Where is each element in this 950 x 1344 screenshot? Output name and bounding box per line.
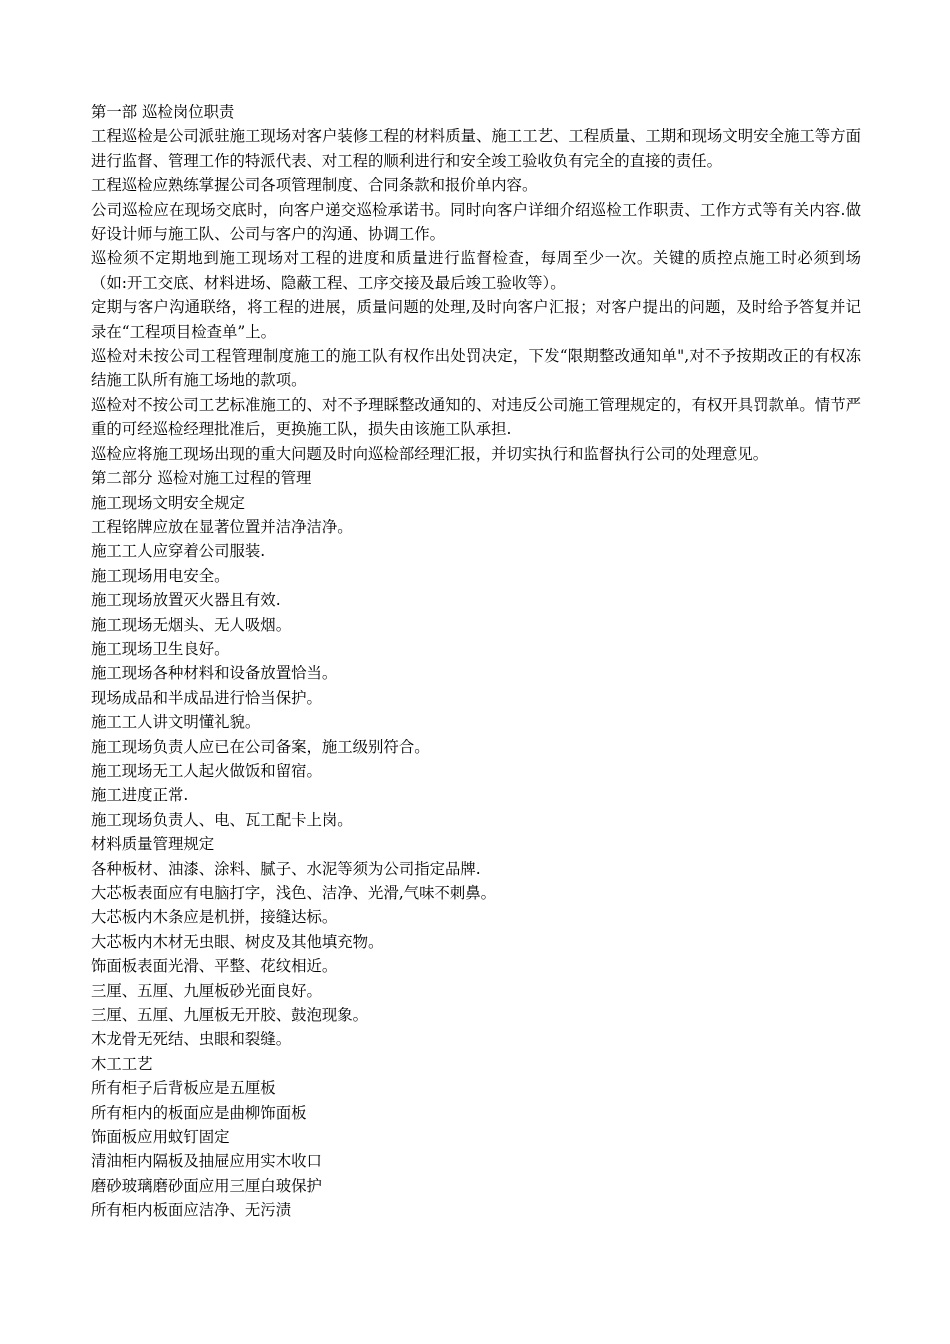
paragraph: 大芯板表面应有电脑打字，浅色、洁净、光滑,气味不刺鼻。 xyxy=(91,884,497,902)
paragraph: 三厘、五厘、九厘板砂光面良好。 xyxy=(91,981,322,1000)
paragraph: 饰面板表面光滑、平整、花纹相近。 xyxy=(91,957,338,976)
paragraph: 施工现场用电安全。 xyxy=(91,566,230,585)
paragraph: 施工现场无工人起火做饭和留宿。 xyxy=(91,761,322,780)
paragraph: 施工工人应穿着公司服装. xyxy=(91,542,266,561)
paragraph: 巡检对未按公司工程管理制度施工的施工队有权作出处罚决定，下发“限期整改通知单",对不予按期改正的有权冻结施工队所有施工场地的款项。 xyxy=(91,347,861,390)
paragraph: 施工现场各种材料和设备放置恰当。 xyxy=(91,664,338,683)
paragraph: 工程巡检应熟练掌握公司各项管理制度、合同条款和报价单内容。 xyxy=(91,176,538,195)
paragraph: 所有柜内的板面应是曲柳饰面板 xyxy=(91,1103,307,1122)
paragraph: 施工进度正常. xyxy=(91,786,189,805)
paragraph: 定期与客户沟通联络，将工程的进展，质量问题的处理,及时向客户汇报；对客户提出的问题，及时给予答复并记录在“工程项目检查单”上。 xyxy=(91,298,861,341)
paragraph: 巡检须不定期地到施工现场对工程的进度和质量进行监督检查，每周至少一次。关键的质控点施工时必须到场（如:开工交底、材料进场、隐蔽工程、工序交接及最后竣工验收等）。 xyxy=(91,249,861,292)
paragraph: 第二部分 巡检对施工过程的管理 xyxy=(91,469,312,488)
paragraph: 施工现场无烟头、无人吸烟。 xyxy=(91,615,292,634)
paragraph: 工程巡检是公司派驻施工现场对客户装修工程的材料质量、施工工艺、工程质量、工期和现场文明安全施工等方面进行监督、管理工作的特派代表、对工程的顺利进行和安全竣工验收负有完全的直接的责任。 xyxy=(91,127,861,170)
paragraph: 所有柜子后背板应是五厘板 xyxy=(91,1079,276,1098)
document-body xyxy=(91,100,861,1223)
paragraph: 清油柜内隔板及抽屉应用实木收口 xyxy=(91,1152,322,1171)
paragraph: 木龙骨无死结、虫眼和裂缝。 xyxy=(91,1030,292,1049)
paragraph: 施工现场文明安全规定 xyxy=(91,493,245,512)
paragraph: 施工现场负责人、电、瓦工配卡上岗。 xyxy=(91,810,353,829)
paragraph: 磨砂玻璃磨砂面应用三厘白玻保护 xyxy=(91,1176,322,1195)
paragraph: 施工现场卫生良好。 xyxy=(91,639,230,658)
paragraph: 所有柜内板面应洁净、无污渍 xyxy=(91,1201,292,1220)
paragraph: 饰面板应用蚊钉固定 xyxy=(91,1128,230,1147)
paragraph: 大芯板内木材无虫眼、树皮及其他填充物。 xyxy=(91,932,384,951)
paragraph: 巡检应将施工现场出现的重大问题及时向巡检部经理汇报，并切实执行和监督执行公司的处理意见。 xyxy=(91,444,769,463)
paragraph: 巡检对不按公司工艺标准施工的、对不予理睬整改通知的、对违反公司施工管理规定的，有权开具罚款单。情节严重的可经巡检经理批准后，更换施工队，损失由该施工队承担. xyxy=(91,395,861,439)
paragraph: 大芯板内木条应是机拼，接缝达标。 xyxy=(91,908,338,927)
paragraph: 施工现场负责人应已在公司备案，施工级别符合。 xyxy=(91,737,430,756)
paragraph: 现场成品和半成品进行恰当保护。 xyxy=(91,688,322,707)
paragraph: 施工工人讲文明懂礼貌。 xyxy=(91,713,261,732)
paragraph: 木工工艺 xyxy=(91,1054,153,1073)
paragraph: 第一部 巡检岗位职责 xyxy=(91,103,235,121)
paragraph: 材料质量管理规定 xyxy=(91,835,215,854)
paragraph: 各种板材、油漆、涂料、腻子、水泥等须为公司指定品牌. xyxy=(91,859,481,878)
paragraph: 工程铭牌应放在显著位置并洁净洁净。 xyxy=(91,517,353,536)
paragraph: 施工现场放置灭火器且有效. xyxy=(91,591,281,610)
paragraph: 公司巡检应在现场交底时，向客户递交巡检承诺书。同时向客户详细介绍巡检工作职责、工作方式等有关内容.做好设计师与施工队、公司与客户的沟通、协调工作。 xyxy=(91,200,861,244)
paragraph: 三厘、五厘、九厘板无开胶、鼓泡现象。 xyxy=(91,1006,369,1025)
